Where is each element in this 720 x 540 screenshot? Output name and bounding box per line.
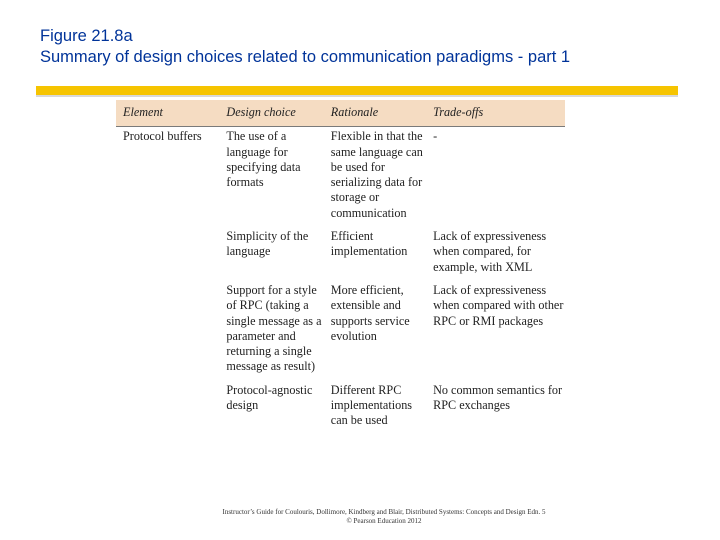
title-divider-shadow bbox=[36, 95, 678, 97]
cell-rationale: Flexible in that the same language can be used for serializing data for storage or communication bbox=[330, 129, 423, 220]
header-design-choice: Design choice bbox=[219, 100, 323, 127]
cell-design-choice: The use of a language for specifying data formats bbox=[226, 129, 301, 190]
cell-trade-offs: Lack of expressiveness when compared, for example, with XML bbox=[433, 229, 547, 274]
cell-trade-offs: Lack of expressiveness when compared with other RPC or RMI packages bbox=[433, 282, 564, 328]
table-row bbox=[116, 229, 565, 283]
design-choices-table bbox=[116, 100, 565, 437]
footer-credit bbox=[214, 508, 554, 526]
table-row bbox=[116, 283, 565, 383]
cell-element bbox=[116, 383, 219, 437]
cell-rationale: Efficient implementation bbox=[330, 229, 408, 259]
cell-trade-offs: - bbox=[433, 129, 438, 144]
slide-title bbox=[40, 26, 570, 68]
figure-caption: Summary of design choices related to communication paradigms - part 1 bbox=[40, 48, 571, 66]
cell-design-choice: Simplicity of the language bbox=[226, 229, 309, 259]
cell-element: Protocol buffers bbox=[123, 129, 202, 144]
cell-element bbox=[116, 229, 219, 283]
figure-number: Figure 21.8a bbox=[40, 27, 133, 45]
cell-rationale: Different RPC implementations can be used bbox=[330, 382, 413, 428]
table-row bbox=[116, 383, 565, 437]
table-row bbox=[116, 127, 565, 229]
cell-design-choice: Support for a style of RPC (taking a single message as a parameter and returning a single message as result) bbox=[226, 282, 322, 374]
cell-design-choice: Protocol-agnostic design bbox=[226, 382, 313, 413]
footer-copyright: © Pearson Education 2012 bbox=[346, 517, 422, 525]
header-element: Element bbox=[116, 100, 219, 127]
table-header-row bbox=[116, 100, 565, 127]
cell-element bbox=[116, 283, 219, 383]
header-trade-offs: Trade-offs bbox=[426, 100, 565, 127]
title-divider bbox=[36, 86, 678, 95]
cell-trade-offs: No common semantics for RPC exchanges bbox=[433, 382, 563, 413]
footer-source: Instructor’s Guide for Coulouris, Dollimore, Kindberg and Blair, Distributed Systems: Concepts and Design Edn. 5 bbox=[222, 508, 546, 516]
cell-rationale: More efficient, extensible and supports service evolution bbox=[330, 282, 410, 343]
header-rationale: Rationale bbox=[324, 100, 426, 127]
